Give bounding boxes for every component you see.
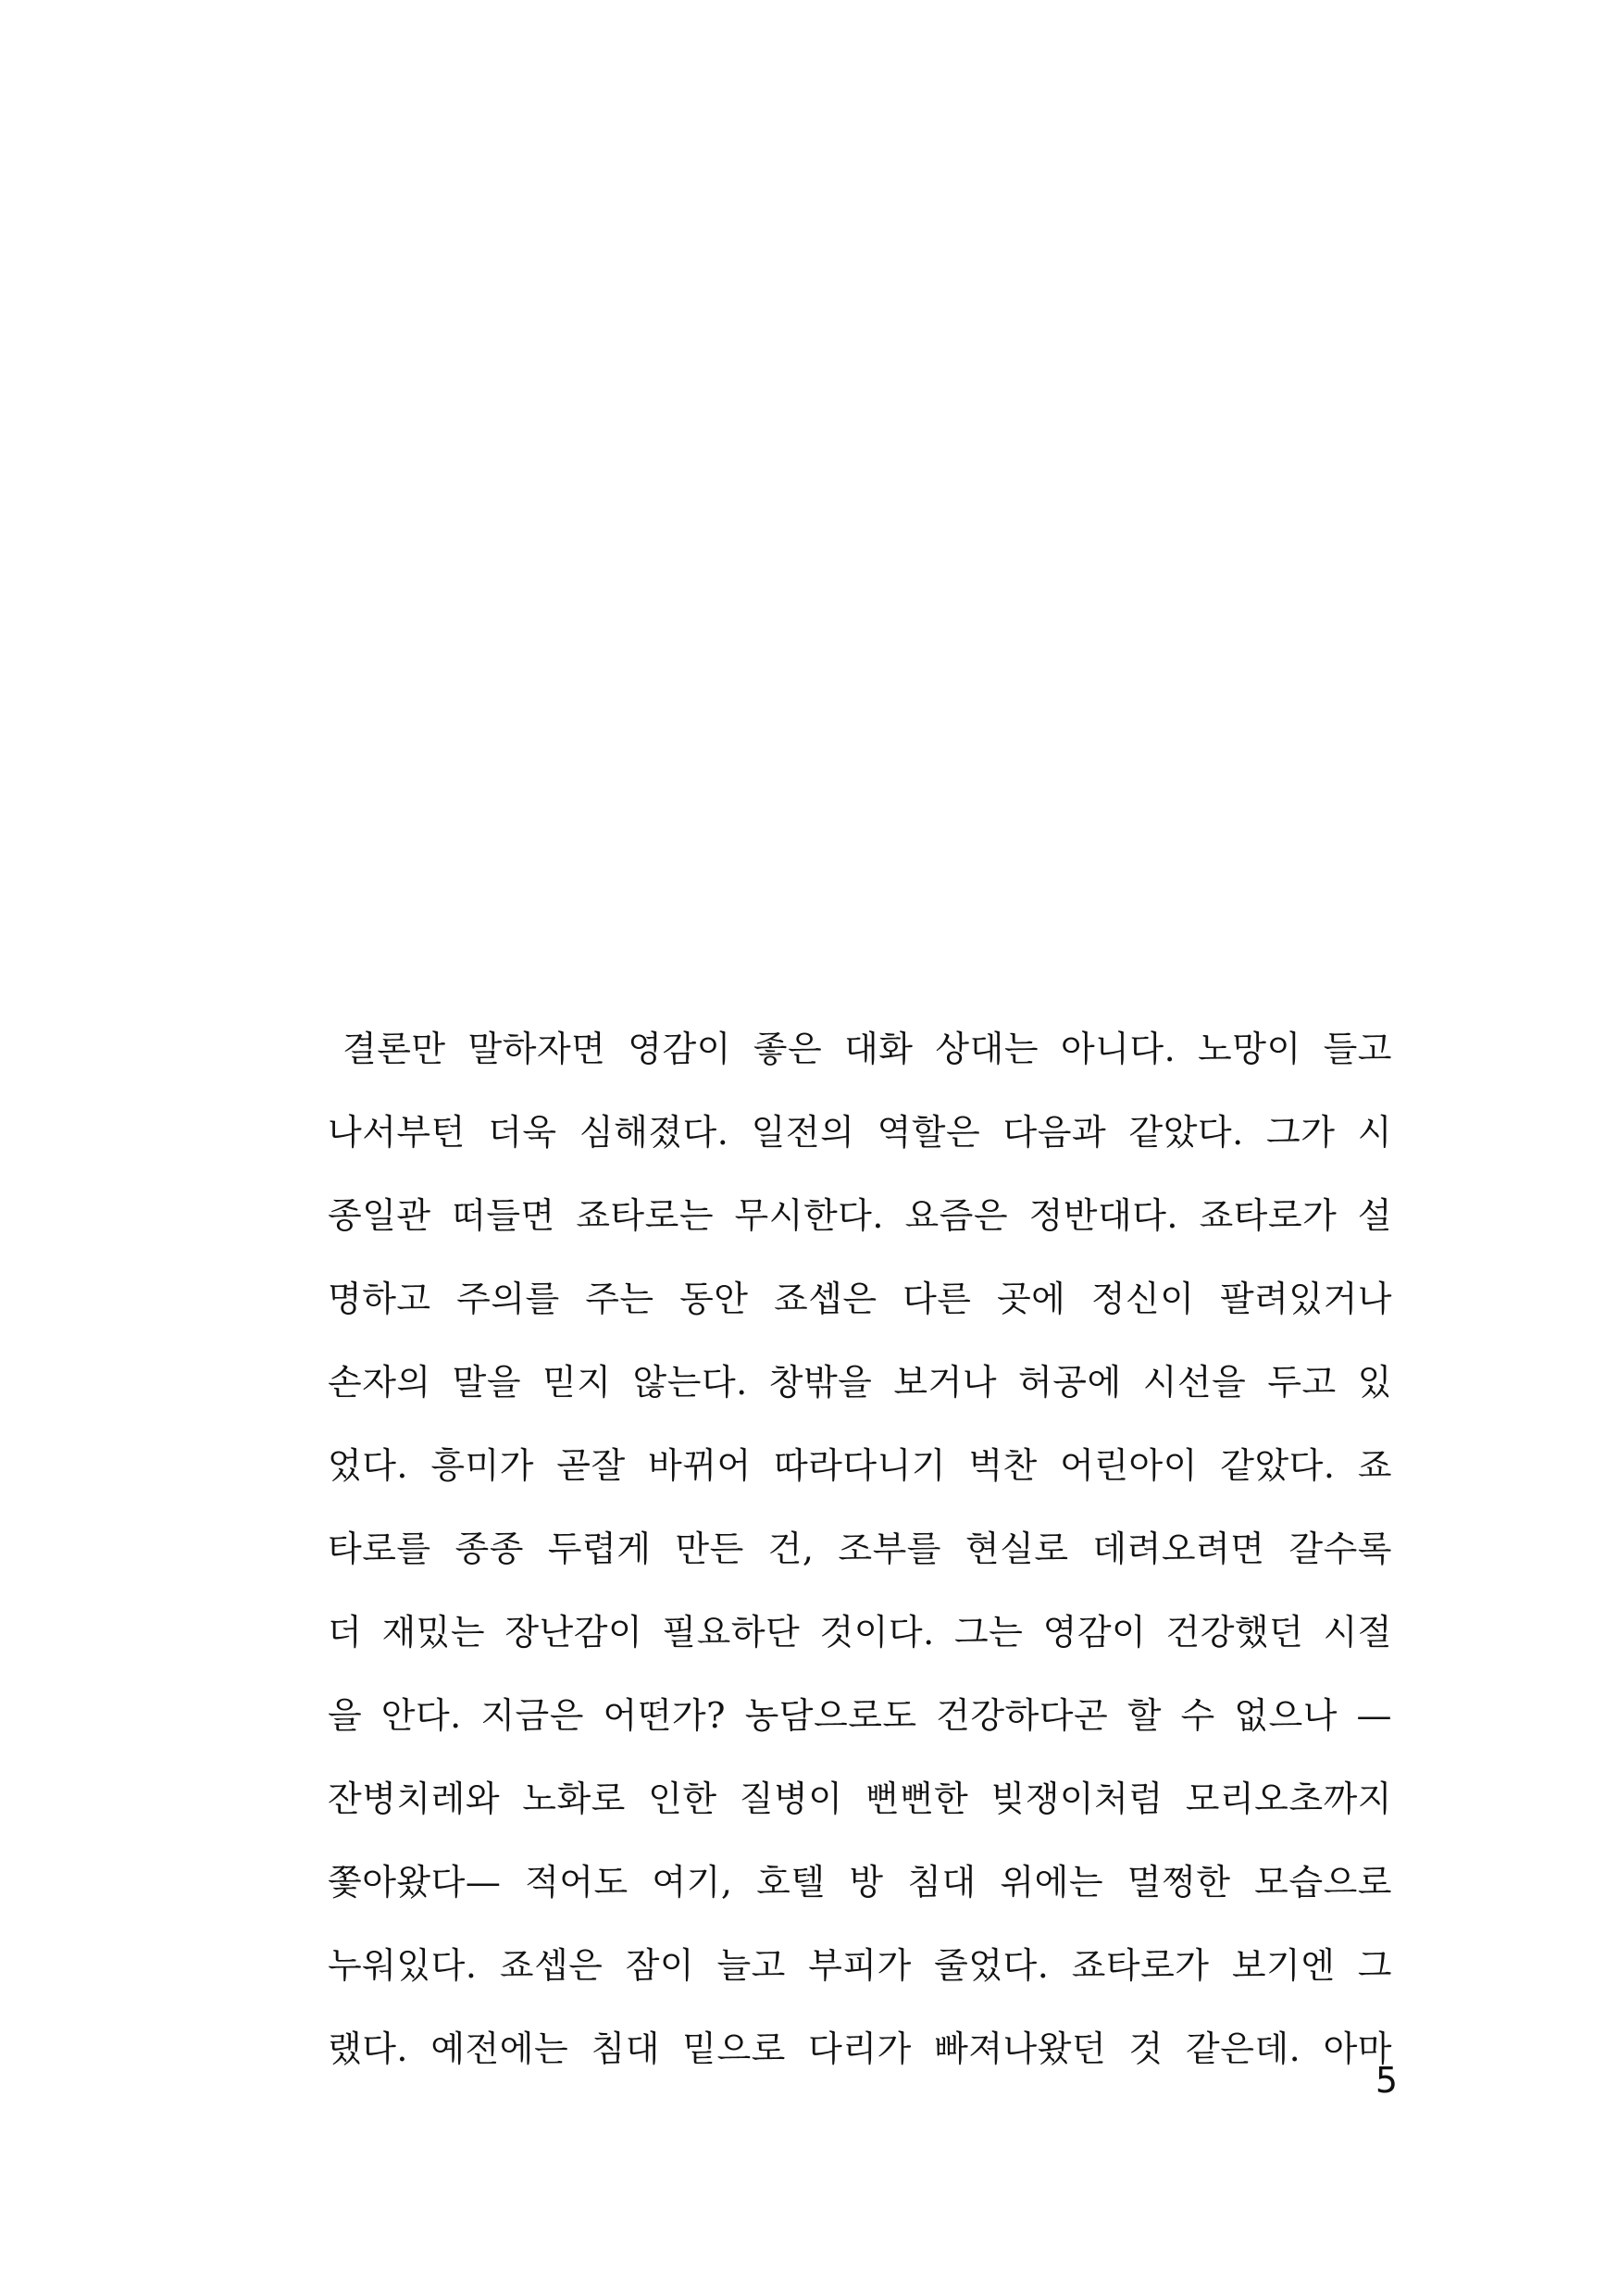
text-line: 종일관 떠들면 죠타로는 무시한다. 요즘은 정반대다. 죠타로가 설 [328,1195,1392,1236]
text-line: 었다. 흥미가 곧잘 바뀌어 따라다니기 벅찬 어린아이 같았다. 죠 [328,1445,1392,1486]
text-line: 손자의 말을 믿지 않는다. 창밖을 보거나 허공에 시선을 두고 있 [328,1362,1392,1403]
text-line: 쫓아왔다— 적어도 여기, 호텔 방 침대 위에는 멀쩡한 모습으로 [328,1862,1392,1903]
text-line: 누워있다. 죠셉은 잠이 늘고 부피가 줄었다. 죠타로가 보기엔 그 [328,1945,1392,1986]
text-line: 나서부턴 더욱 심해졌다. 일전의 역할은 다음과 같았다. 그가 시 [328,1112,1392,1153]
text-line: 명하고 주의를 주는 동안 죠셉은 다른 곳에 정신이 팔려있거나 [328,1279,1392,1319]
text-line: 결론만 말하자면 영감이 좋은 대화 상대는 아니다. 노망이 들고 [342,1029,1392,1069]
page-number: 5 [1375,2060,1398,2101]
body-paragraph [328,1007,1392,2090]
text-line: 잔병치레와 노화로 인한 질병이 뻔뻔한 빚쟁이처럼 모리오초까지 [328,1778,1392,1819]
text-line: 타로를 종종 두렵게 만든 건, 조부를 현실로 데려오려면 갈수록 [328,1529,1392,1569]
text-line: 을 안다. 지금은 어떤가? 농담으로도 건강하다곤 할 수 없으나 — [328,1695,1392,1736]
text-line: 랬다. 예전에는 침대 밑으로 다리가 빠져나왔던 것 같은데. 아마 [328,2028,1392,2069]
text-line: 더 재밌는 장난감이 필요하단 것이다. 그는 영감이 건강했던 시절 [328,1612,1392,1653]
